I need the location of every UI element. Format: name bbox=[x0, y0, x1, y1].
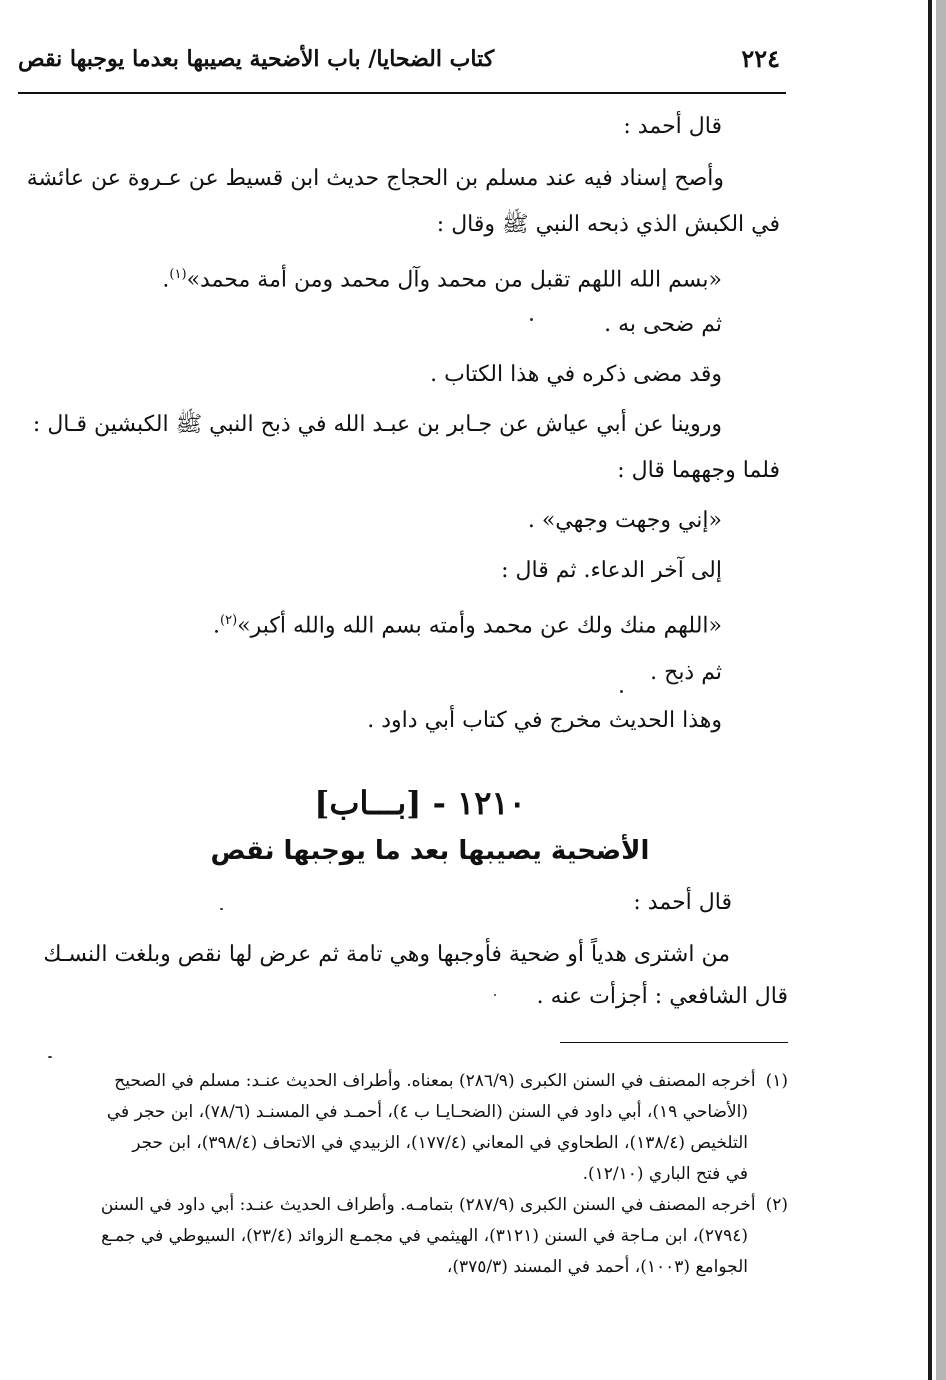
quote-end: . bbox=[162, 267, 170, 293]
page-number: ٢٢٤ bbox=[741, 44, 780, 73]
paragraph-isnad-line2: في الكبش الذي ذبحه النبي ﷺ وقال : bbox=[436, 212, 780, 237]
quote-text: «اللهم منك ولك عن محمد وأمته بسم الله والله أكبر» bbox=[237, 613, 722, 639]
paragraph-wa-qad-mada: وقد مضى ذكره في هذا الكتاب . bbox=[430, 362, 722, 387]
quote-wajjahtu: «إني وجهت وجهي» . bbox=[527, 508, 722, 533]
footnote-line: (٢٧٩٤)، ابن مـاجة في السنن (٣١٢١)، الهيثمي في مجمـع الزوائد (٢٣/٤)، السيوطي في جمـع bbox=[101, 1226, 748, 1246]
footnote-line: (الأضاحي ١٩)، أبي داود في السنن (الضحـايـا ب ٤)، أحمـد في المسنـد (٧٨/٦)، ابن حجر في bbox=[106, 1102, 748, 1122]
page-edge-shadow bbox=[928, 0, 932, 1380]
footnote-1 bbox=[98, 1066, 788, 1190]
paragraph-ishtara-line1: من اشترى هدياً أو ضحية فأوجبها وهي تامة ثم عرض لها نقص وبلغت النسـك bbox=[43, 942, 730, 967]
paragraph-abi-ayyash-line2: فلما وجههما قال : bbox=[617, 458, 780, 483]
footnote-rule bbox=[560, 1042, 788, 1043]
footnote-line: الجوامع (١٠٠٣)، أحمد في المسند (٣٧٥/٣)، bbox=[446, 1257, 748, 1277]
paragraph-ila-akhir: إلى آخر الدعاء. ثم قال : bbox=[501, 558, 722, 583]
paragraph-thumma-dahha: ثم ضحى به . bbox=[604, 312, 722, 337]
footnote-mark: (١) bbox=[765, 1071, 788, 1091]
footnote-ref-2[interactable]: (٢) bbox=[220, 613, 238, 628]
chapter-number: ١٢١٠ - [بـــاب] bbox=[314, 784, 526, 822]
footnote-line: (٢)أخرجه المصنف في السنن الكبرى (٢٨٧/٩) بتمامـه. وأطراف الحديث عنـد: أبي داود في السنن bbox=[98, 1190, 788, 1221]
quote-bismillah bbox=[162, 252, 722, 303]
scan-speck bbox=[220, 908, 223, 910]
quote-end: . bbox=[213, 613, 221, 639]
chapter-title: الأضحية يصيبها بعد ما يوجبها نقص bbox=[210, 836, 650, 866]
footnote-line: (١)أخرجه المصنف في السنن الكبرى (٢٨٦/٩) بمعناه. وأطراف الحديث عنـد: مسلم في الصحيح bbox=[98, 1066, 788, 1097]
footnote-ref-1[interactable]: (١) bbox=[169, 267, 187, 282]
scan-speck bbox=[620, 690, 623, 693]
quote-text: «بسم الله اللهم تقبل من محمد وآل محمد ومن أمة محمد» bbox=[186, 267, 722, 293]
scan-speck bbox=[494, 994, 496, 996]
header-rule bbox=[18, 92, 786, 94]
paragraph-abi-ayyash-line1: وروينا عن أبي عياش عن جـابر بن عبـد الله في ذبح النبي ﷺ الكبشين قـال : bbox=[32, 412, 722, 437]
footnote-line: التلخيص (١٣٨/٤)، الطحاوي في المعاني (١٧٧/٤)، الزبيدي في الاتحاف (٣٩٨/٤)، ابن حجر bbox=[132, 1133, 748, 1153]
paragraph-isnad-line1: وأصح إسناد فيه عند مسلم بن الحجاج حديث ابن قسيط عن عـروة عن عائشة bbox=[26, 166, 724, 191]
paragraph-thumma-dhabaha: ثم ذبح . bbox=[650, 660, 722, 685]
footnote-2 bbox=[98, 1190, 788, 1283]
footnote-mark: (٢) bbox=[765, 1195, 788, 1215]
paragraph-mukharraj: وهذا الحديث مخرج في كتاب أبي داود . bbox=[367, 708, 722, 733]
scan-speck bbox=[48, 1056, 52, 1058]
paragraph-qal-ahmad: قال أحمد : bbox=[623, 114, 722, 139]
quote-allahumma-minka bbox=[213, 598, 722, 649]
footnote-line: في فتح الباري (١٢/١٠). bbox=[582, 1164, 748, 1184]
running-title: كتاب الضحايا/ باب الأضحية يصيبها بعدما يوجبها نقص bbox=[18, 46, 495, 72]
paragraph-ishtara-line2: قال الشافعي : أجزأت عنه . bbox=[536, 984, 788, 1009]
scan-speck bbox=[530, 318, 533, 321]
page-edge-shadow-outer bbox=[936, 0, 946, 1380]
page-header bbox=[18, 40, 786, 90]
paragraph-qal-ahmad-2: قال أحمد : bbox=[633, 890, 732, 915]
